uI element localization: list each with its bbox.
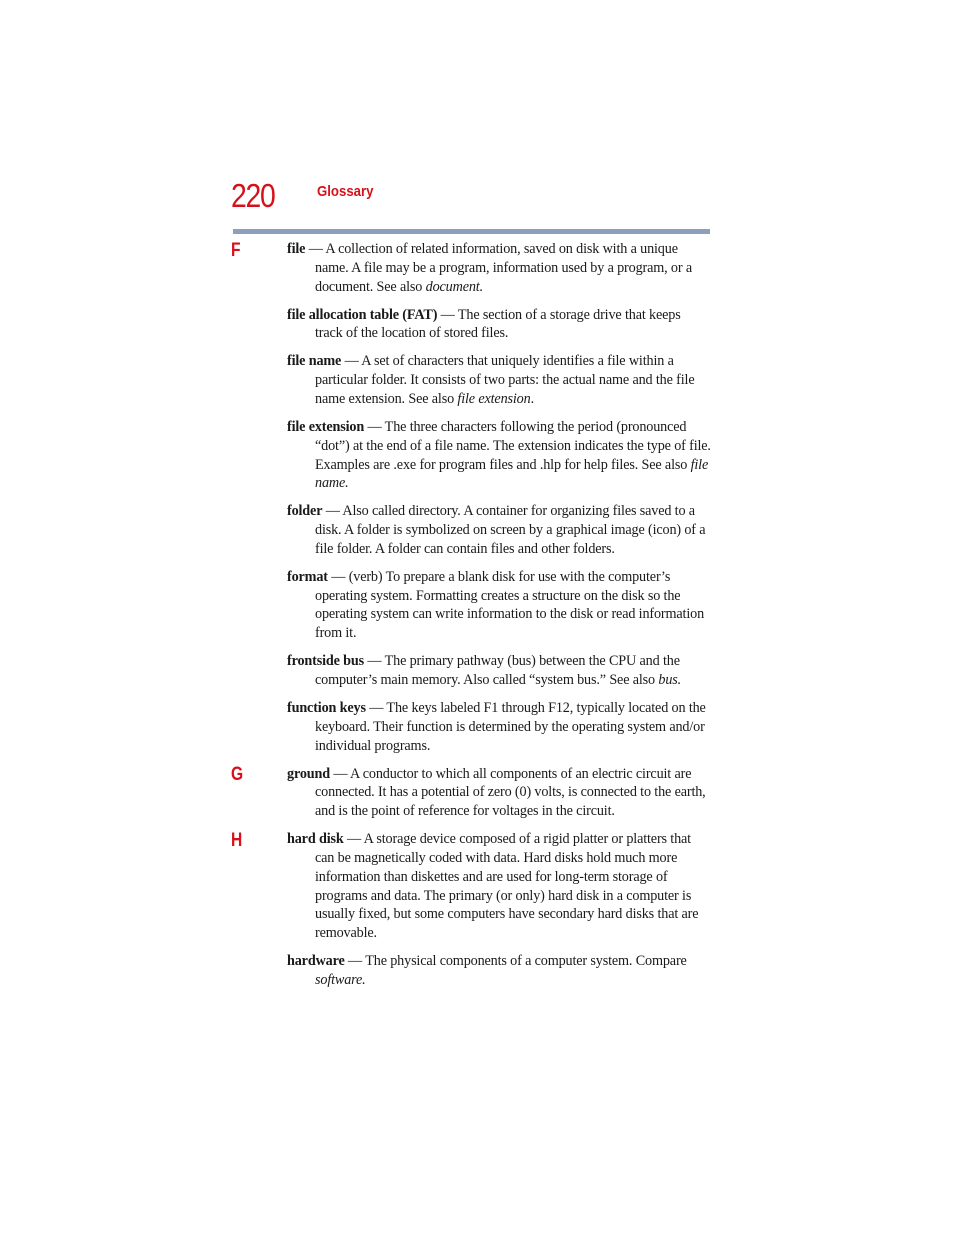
entry-definition: — Also called directory. A container for organizing files saved to a disk. A folder is symbolized on screen by a graphical image (icon) of a file folder. A folder can contain files and other folders. <box>315 503 706 557</box>
glossary-entry-folder <box>287 502 711 558</box>
entry-term: hard disk <box>287 831 344 848</box>
entry-see-also: document. <box>425 278 483 295</box>
glossary-entry-hardware <box>287 952 711 990</box>
entry-definition: — (verb) To prepare a blank disk for use with the computer’s operating system. Formatting creates a structure on the disk so the operating system can write information to the disk or read information from it. <box>315 568 705 642</box>
entry-term: file extension <box>287 418 365 435</box>
entry-term: ground <box>287 765 330 782</box>
entry-see-also: file extension <box>457 390 531 407</box>
header-divider <box>233 229 710 234</box>
glossary-entries <box>287 240 711 999</box>
entry-definition: — A storage device composed of a rigid platter or platters that can be magnetically coded with data. Hard disks hold much more information than diskettes and are used for long-term storage of programs and data. The primary (or only) hard disk in a computer is usually fixed, but some computers have secondary hard disks that are removable. <box>315 831 699 942</box>
glossary-entry-file <box>287 240 711 296</box>
entry-see-also: file name. <box>315 456 709 492</box>
entry-see-also: bus. <box>658 672 682 689</box>
glossary-entry-function-keys <box>287 699 711 755</box>
entry-term: folder <box>287 503 323 520</box>
entry-term: file <box>287 241 306 257</box>
section-title: Glossary <box>317 183 374 200</box>
entry-tail: . <box>530 390 534 407</box>
glossary-entry-frontside-bus <box>287 652 711 690</box>
glossary-entry-file-name <box>287 352 711 408</box>
glossary-entry-format <box>287 568 711 643</box>
entry-definition: — A set of characters that uniquely identifies a file within a particular folder. It consists of two parts: the actual name and the file name extension. See also <box>315 353 695 407</box>
entry-term: hardware <box>287 953 345 970</box>
entry-definition: — The section of a storage drive that keeps track of the location of stored files. <box>315 306 681 342</box>
glossary-entry-file-extension <box>287 418 711 493</box>
entry-see-also: software. <box>315 971 366 988</box>
entry-term: function keys <box>287 700 366 717</box>
letter-heading-f: F <box>231 240 241 261</box>
letter-heading-g: G <box>231 764 244 785</box>
entry-definition: — The physical components of a computer system. Compare <box>344 953 687 970</box>
glossary-entry-file-allocation-table <box>287 306 711 344</box>
entry-definition: — A conductor to which all components of an electric circuit are connected. It has a potential of zero (0) volts, is connected to the earth, and is the point of reference for voltages in the circuit. <box>315 765 706 820</box>
entry-definition: — The keys labeled F1 through F12, typically located on the keyboard. Their function is determined by the operating system and/or individual programs. <box>315 700 706 754</box>
page-number: 220 <box>231 177 275 214</box>
entry-term: file name <box>287 353 342 370</box>
entry-term: file allocation table (FAT) <box>287 306 438 323</box>
entry-term: frontside bus <box>287 653 365 670</box>
entry-term: format <box>287 568 328 585</box>
glossary-entry-ground <box>287 765 711 821</box>
entry-definition: — The primary pathway (bus) between the CPU and the computer’s main memory. Also called “system bus.” See also <box>315 653 680 689</box>
letter-heading-h: H <box>231 830 243 851</box>
glossary-entry-hard-disk <box>287 830 711 943</box>
entry-definition: — A collection of related information, saved on disk with a unique name. A file may be a program, information used by a program, or a document. See also <box>305 241 692 295</box>
entry-definition: — The three characters following the period (pronounced “dot”) at the end of a file name. The extension indicates the type of file. Examples are .exe for program files and .hlp for help files. See also <box>315 418 711 473</box>
